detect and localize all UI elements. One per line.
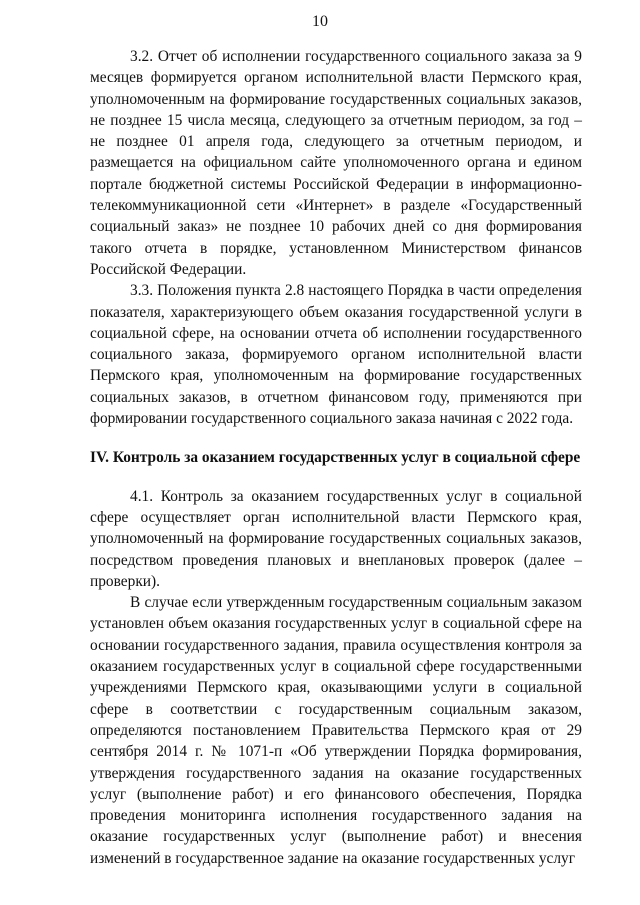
- paragraph-4-1: 4.1. Контроль за оказанием государственных услуг в социальной сфере осуществляет орган исполнительной власти Пермского края, уполномоченный на формирование государственных социальных заказов, посредством проведения плановых и внеплановых проверок (далее – проверки).: [90, 487, 582, 590]
- document-body: [90, 46, 582, 869]
- page-number: 10: [312, 13, 328, 30]
- paragraph-3-2: 3.2. Отчет об исполнении государственного социального заказа за 9 месяцев формируется органом исполнительной власти Пермского края, уполномоченным на формирование государственных социальных заказов, не позднее 15 числа месяца, следующего за отчетным периодом, за год – не позднее 01 апреля года, следующего за отчетным периодом, и размещается на официальном сайте уполномоченного органа и едином портале бюджетной системы Российской Федерации в информационно-телекоммуникационной сети «Интернет» в разделе «Государственный социальный заказ» не позднее 10 рабочих дней со дня формирования такого отчета в порядке, установленном Министерством финансов Российской Федерации.: [90, 48, 582, 278]
- section-heading-iv: IV. Контроль за оказанием государственных услуг в социальной сфере: [90, 449, 581, 467]
- paragraph-state-assignment: В случае если утвержденным государственным социальным заказом установлен объем оказания государственных услуг в социальной сфере на основании государственного задания, правила осуществления контроля за оказанием государственных услуг в социальной сфере государственными учреждениями Пермского края, оказывающими услуги в социальной сфере в соответствии с государственным социальным заказом, определяются постановлением Правительства Пермского края от 29 сентября 2014 г. № 1071-п «Об утверждении Порядка формирования, утверждения государственного задания на оказание государственных услуг (выполнение работ) и его финансового обеспечения, Порядка проведения мониторинга исполнения государственного задания на оказание государственных услуг (выполнение работ) и внесения изменений в государственное задание на оказание государственных услуг: [90, 594, 582, 867]
- paragraph-3-3: 3.3. Положения пункта 2.8 настоящего Порядка в части определения показателя, характеризующего объем оказания государственной услуги в социальной сфере, на основании отчета об исполнении государственного социального заказа, формируемого органом исполнительной власти Пермского края, уполномоченным на формирование государственных социальных заказов, в отчетном финансовом году, применяются при формировании государственного социального заказа начиная с 2022 года.: [90, 282, 582, 428]
